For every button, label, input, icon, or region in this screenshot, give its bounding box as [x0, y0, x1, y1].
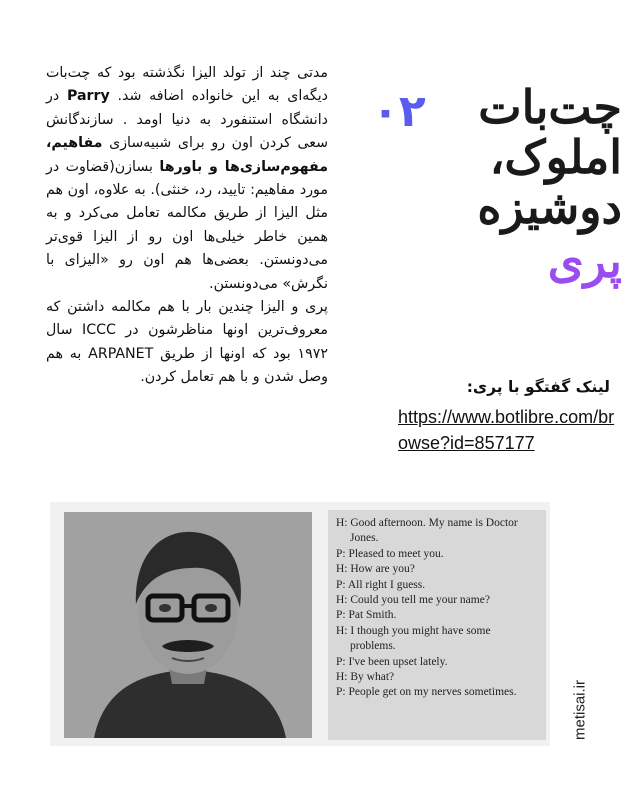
title-line-2: املوک، [489, 130, 622, 184]
p1-part-b: در دانشگاه استنفورد به دنیا اومد . سازندگانش سعی کردن اون رو برای شبیه‌سازی [46, 88, 329, 152]
portrait-illustration [64, 512, 312, 738]
figure [50, 502, 550, 746]
transcript-line: H: Could you tell me your name? [336, 594, 490, 607]
title-line-3: دوشیزه [477, 180, 622, 234]
page-title [432, 82, 622, 286]
paragraph-2: پری و الیزا چندین بار با هم مکالمه داشتن که معروف‌ترین اونها مناظرشون در ICCC سال ۱۹۷۲ بود که اونها از طریق ARPANET به هم وصل شدن و با هم تعامل کردن. [46, 299, 328, 386]
transcript-line: H: By what? [336, 671, 395, 684]
watermark-text: metisai.ir [571, 679, 589, 741]
transcript-line: P: All right I guess. [336, 578, 426, 591]
title-line-1: چت‌بات [478, 80, 622, 134]
portrait-photo [64, 512, 312, 738]
article-body [46, 62, 328, 390]
transcript-line: P: People get on my nerves sometimes. [336, 686, 517, 699]
conversation-transcript [328, 510, 546, 740]
section-number: ۰۲ [372, 86, 426, 137]
title-accent: پری [547, 234, 622, 288]
transcript-line: H: Good afternoon. My name is Doctor Jones. [336, 517, 518, 545]
chat-link[interactable]: https://www.botlibre.com/browse?id=857177 [398, 407, 615, 453]
transcript-line: P: Pleased to meet you. [336, 547, 444, 560]
watermark [565, 672, 595, 748]
transcript-line: P: I've been upset lately. [336, 655, 448, 668]
transcript-line: H: How are you? [336, 563, 415, 576]
p1-part-c: بسازن(قضاوت در مورد مفاهیم: تایید، رد، خنثی). به علاوه، اون هم مثل الیزا از طریق مکالمه تعامل می‌کرد و به همین خاطر خیلی‌ها اون رو از الیزا قوی‌تر می‌دونستن. بعضی‌ها هم اون رو «الیزای با نگرش» می‌دونستن. [46, 158, 328, 292]
transcript-line: P: Pat Smith. [336, 609, 397, 622]
parry-name: Parry [66, 88, 110, 105]
link-label: لینک گفتگو با پری: [466, 378, 610, 396]
transcript-line: H: I though you might have some problems. [336, 624, 491, 653]
paragraph-1 [46, 62, 328, 296]
bold-beliefs: مفهوم‌سازی‌ها و باورها [159, 158, 328, 175]
p1-part-a: مدتی چند از تولد الیزا نگذشته بود که چت‌بات دیگه‌ای به این خانواده اضافه شد. [46, 65, 328, 105]
bold-concepts: مفاهیم، [46, 135, 103, 152]
